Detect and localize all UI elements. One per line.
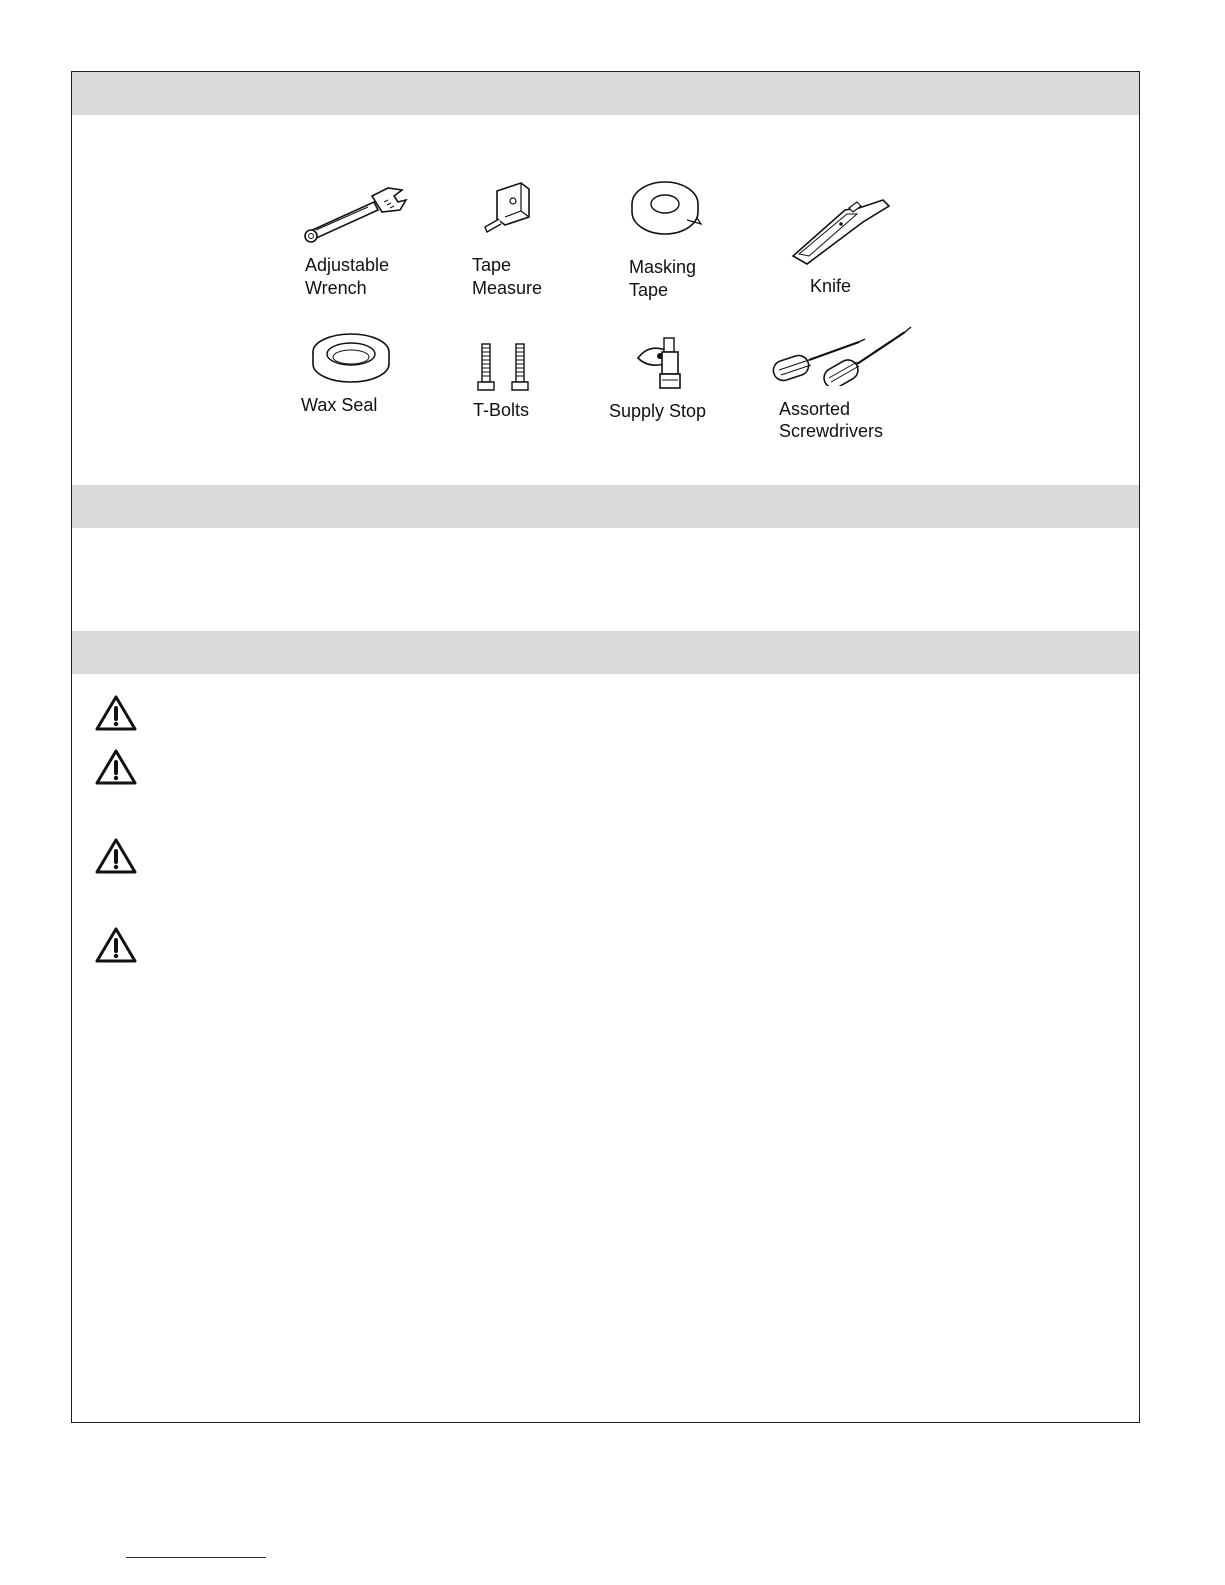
warning-triangle-icon (94, 926, 138, 964)
tool-adjustable-wrench (302, 182, 412, 302)
adjustable-wrench-icon (302, 182, 412, 252)
tool-tape-measure (470, 177, 570, 302)
tool-masking-tape (627, 178, 727, 303)
section-header-tools (72, 72, 1139, 115)
page-frame (71, 71, 1140, 1423)
label-adjustable-wrench-1: Adjustable (305, 255, 390, 275)
section-header-warnings (72, 631, 1139, 674)
tool-screwdrivers (769, 318, 929, 448)
label-supply-stop: Supply Stop (609, 401, 707, 421)
label-t-bolts: T-Bolts (473, 400, 530, 420)
screwdrivers-icon (769, 318, 919, 386)
tool-wax-seal (300, 330, 410, 430)
warning-triangle-icon (94, 837, 138, 875)
label-adjustable-wrench-2: Wrench (305, 278, 367, 298)
tool-knife (787, 190, 907, 305)
label-knife: Knife (810, 276, 852, 296)
tool-t-bolts (472, 342, 562, 432)
label-tape-measure-1: Tape (472, 255, 512, 275)
tool-supply-stop (608, 334, 728, 434)
label-tape-measure-2: Measure (472, 278, 543, 298)
warning-triangle-icon (94, 748, 138, 786)
label-wax-seal: Wax Seal (301, 395, 378, 415)
t-bolts-icon (472, 342, 542, 394)
label-screwdrivers-2: Screwdrivers (779, 421, 884, 441)
supply-stop-icon (630, 334, 710, 396)
wax-seal-icon (306, 330, 396, 390)
footer-link-underline[interactable] (126, 1557, 266, 1558)
section-header-before-you-begin (72, 485, 1139, 528)
label-masking-tape-2: Tape (629, 280, 669, 300)
tape-measure-icon (475, 177, 545, 242)
warning-triangle-icon (94, 694, 138, 732)
masking-tape-icon (627, 178, 707, 238)
label-masking-tape-1: Masking (629, 257, 697, 277)
label-screwdrivers-1: Assorted (779, 399, 851, 419)
utility-knife-icon (787, 190, 897, 265)
